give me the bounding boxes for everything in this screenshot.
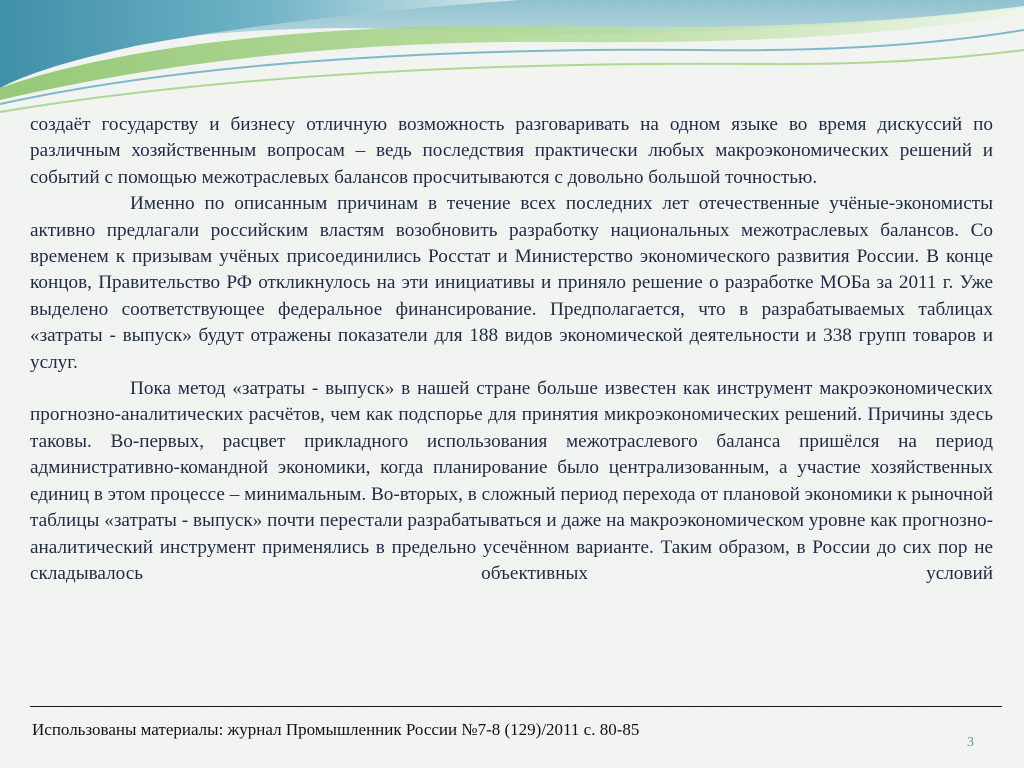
slide-body-text xyxy=(30,112,993,587)
body-paragraph-2: Именно по описанным причинам в течение всех последних лет отечественные учёные-экономисты активно предлагали российским властям возобновить разработку национальных межотраслевых балансов. Со временем к призывам учёных присоединились Росстат и Министерство экономического развития России. В конце концов, Правительство РФ откликнулось на эти инициативы и приняло решение о разработке МОБа за 2011 г. Уже выделено соответствующее федеральное финансирование. Предполагается, что в разрабатываемых таблицах «затраты - выпуск» будут отражены показатели для 188 видов экономической деятельности и 338 групп товаров и услуг. xyxy=(30,193,993,373)
page-number: 3 xyxy=(967,735,974,750)
body-paragraph-1: создаёт государству и бизнесу отличную возможность разговаривать на одном языке во время дискуссий по различным хозяйственным вопросам – ведь последствия практически любых макроэкономических решений и событий с помощью межотраслевых балансов просчитываются с довольно большой точностью. xyxy=(30,114,993,188)
body-paragraph-3: Пока метод «затраты - выпуск» в нашей стране больше известен как инструмент макроэкономических прогнозно-аналитических расчётов, чем как подспорье для принятия микроэкономических решений. Причины здесь таковы. Во-первых, расцвет прикладного использования межотраслевого баланса пришёлся на период административно-командной экономики, когда планирование было централизованным, а участие хозяйственных единиц в этом процессе – минимальным. Во-вторых, в сложный период перехода от плановой экономики к рыночной таблицы «затраты - выпуск» почти перестали разрабатываться и даже на макроэкономическом уровне как прогнозно-аналитический инструмент применялись в предельно усечённом варианте. Таким образом, в России до сих пор не складывалось объективных условий xyxy=(30,378,993,584)
footer-divider xyxy=(30,706,1002,707)
decorative-wave-header xyxy=(0,0,1024,120)
source-note: Использованы материалы: журнал Промышленник России №7-8 (129)/2011 с. 80-85 xyxy=(32,720,640,739)
